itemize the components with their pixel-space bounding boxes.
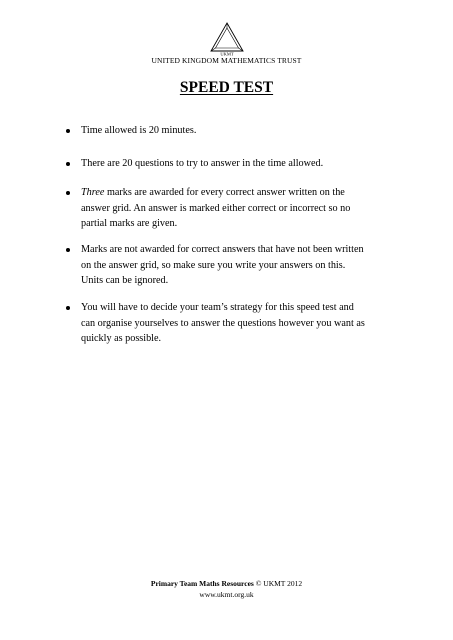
bullet-text-body: You will have to decide your team’s strategy for this speed test and can organise yourselves to answer the questions however you want as quickly as possible. <box>81 302 365 345</box>
list-item <box>66 300 366 347</box>
bullet-icon <box>66 162 70 166</box>
ukmt-logo <box>210 22 244 56</box>
bullet-lead-word: Three <box>81 187 105 198</box>
list-item <box>66 156 366 172</box>
footer-copyright: © UKMT 2012 <box>253 579 303 588</box>
footer-credit <box>0 578 453 589</box>
bullet-text <box>81 242 366 289</box>
page-title: SPEED TEST <box>179 79 274 96</box>
footer-resources: Primary Team Maths Resources <box>150 579 254 588</box>
bullet-text-body: marks are awarded for every correct answer written on the answer grid. An answer is marked either correct or incorrect so no partial marks are given. <box>81 187 351 230</box>
logo-text: UKMT <box>220 51 234 56</box>
bullet-icon <box>66 129 70 133</box>
page-footer <box>0 578 453 600</box>
bullet-icon <box>66 306 70 310</box>
list-item <box>66 242 366 289</box>
bullet-text <box>81 185 366 232</box>
bullet-text <box>81 156 366 172</box>
bullet-text-body: Time allowed is 20 minutes. <box>81 125 197 136</box>
bullet-icon <box>66 248 70 252</box>
list-item <box>66 185 366 232</box>
bullet-text-body: There are 20 questions to try to answer in the time allowed. <box>81 158 324 169</box>
bullet-text <box>81 123 366 139</box>
bullet-text-body: Marks are not awarded for correct answers that have not been written on the answer grid, so make sure you write your answers on this. Units can be ignored. <box>81 244 364 287</box>
bullet-icon <box>66 191 70 195</box>
bullet-text <box>81 300 366 347</box>
footer-website: www.ukmt.org.uk <box>199 590 254 599</box>
organisation-name: UNITED KINGDOM MATHEMATICS TRUST <box>151 56 302 65</box>
list-item <box>66 123 366 139</box>
